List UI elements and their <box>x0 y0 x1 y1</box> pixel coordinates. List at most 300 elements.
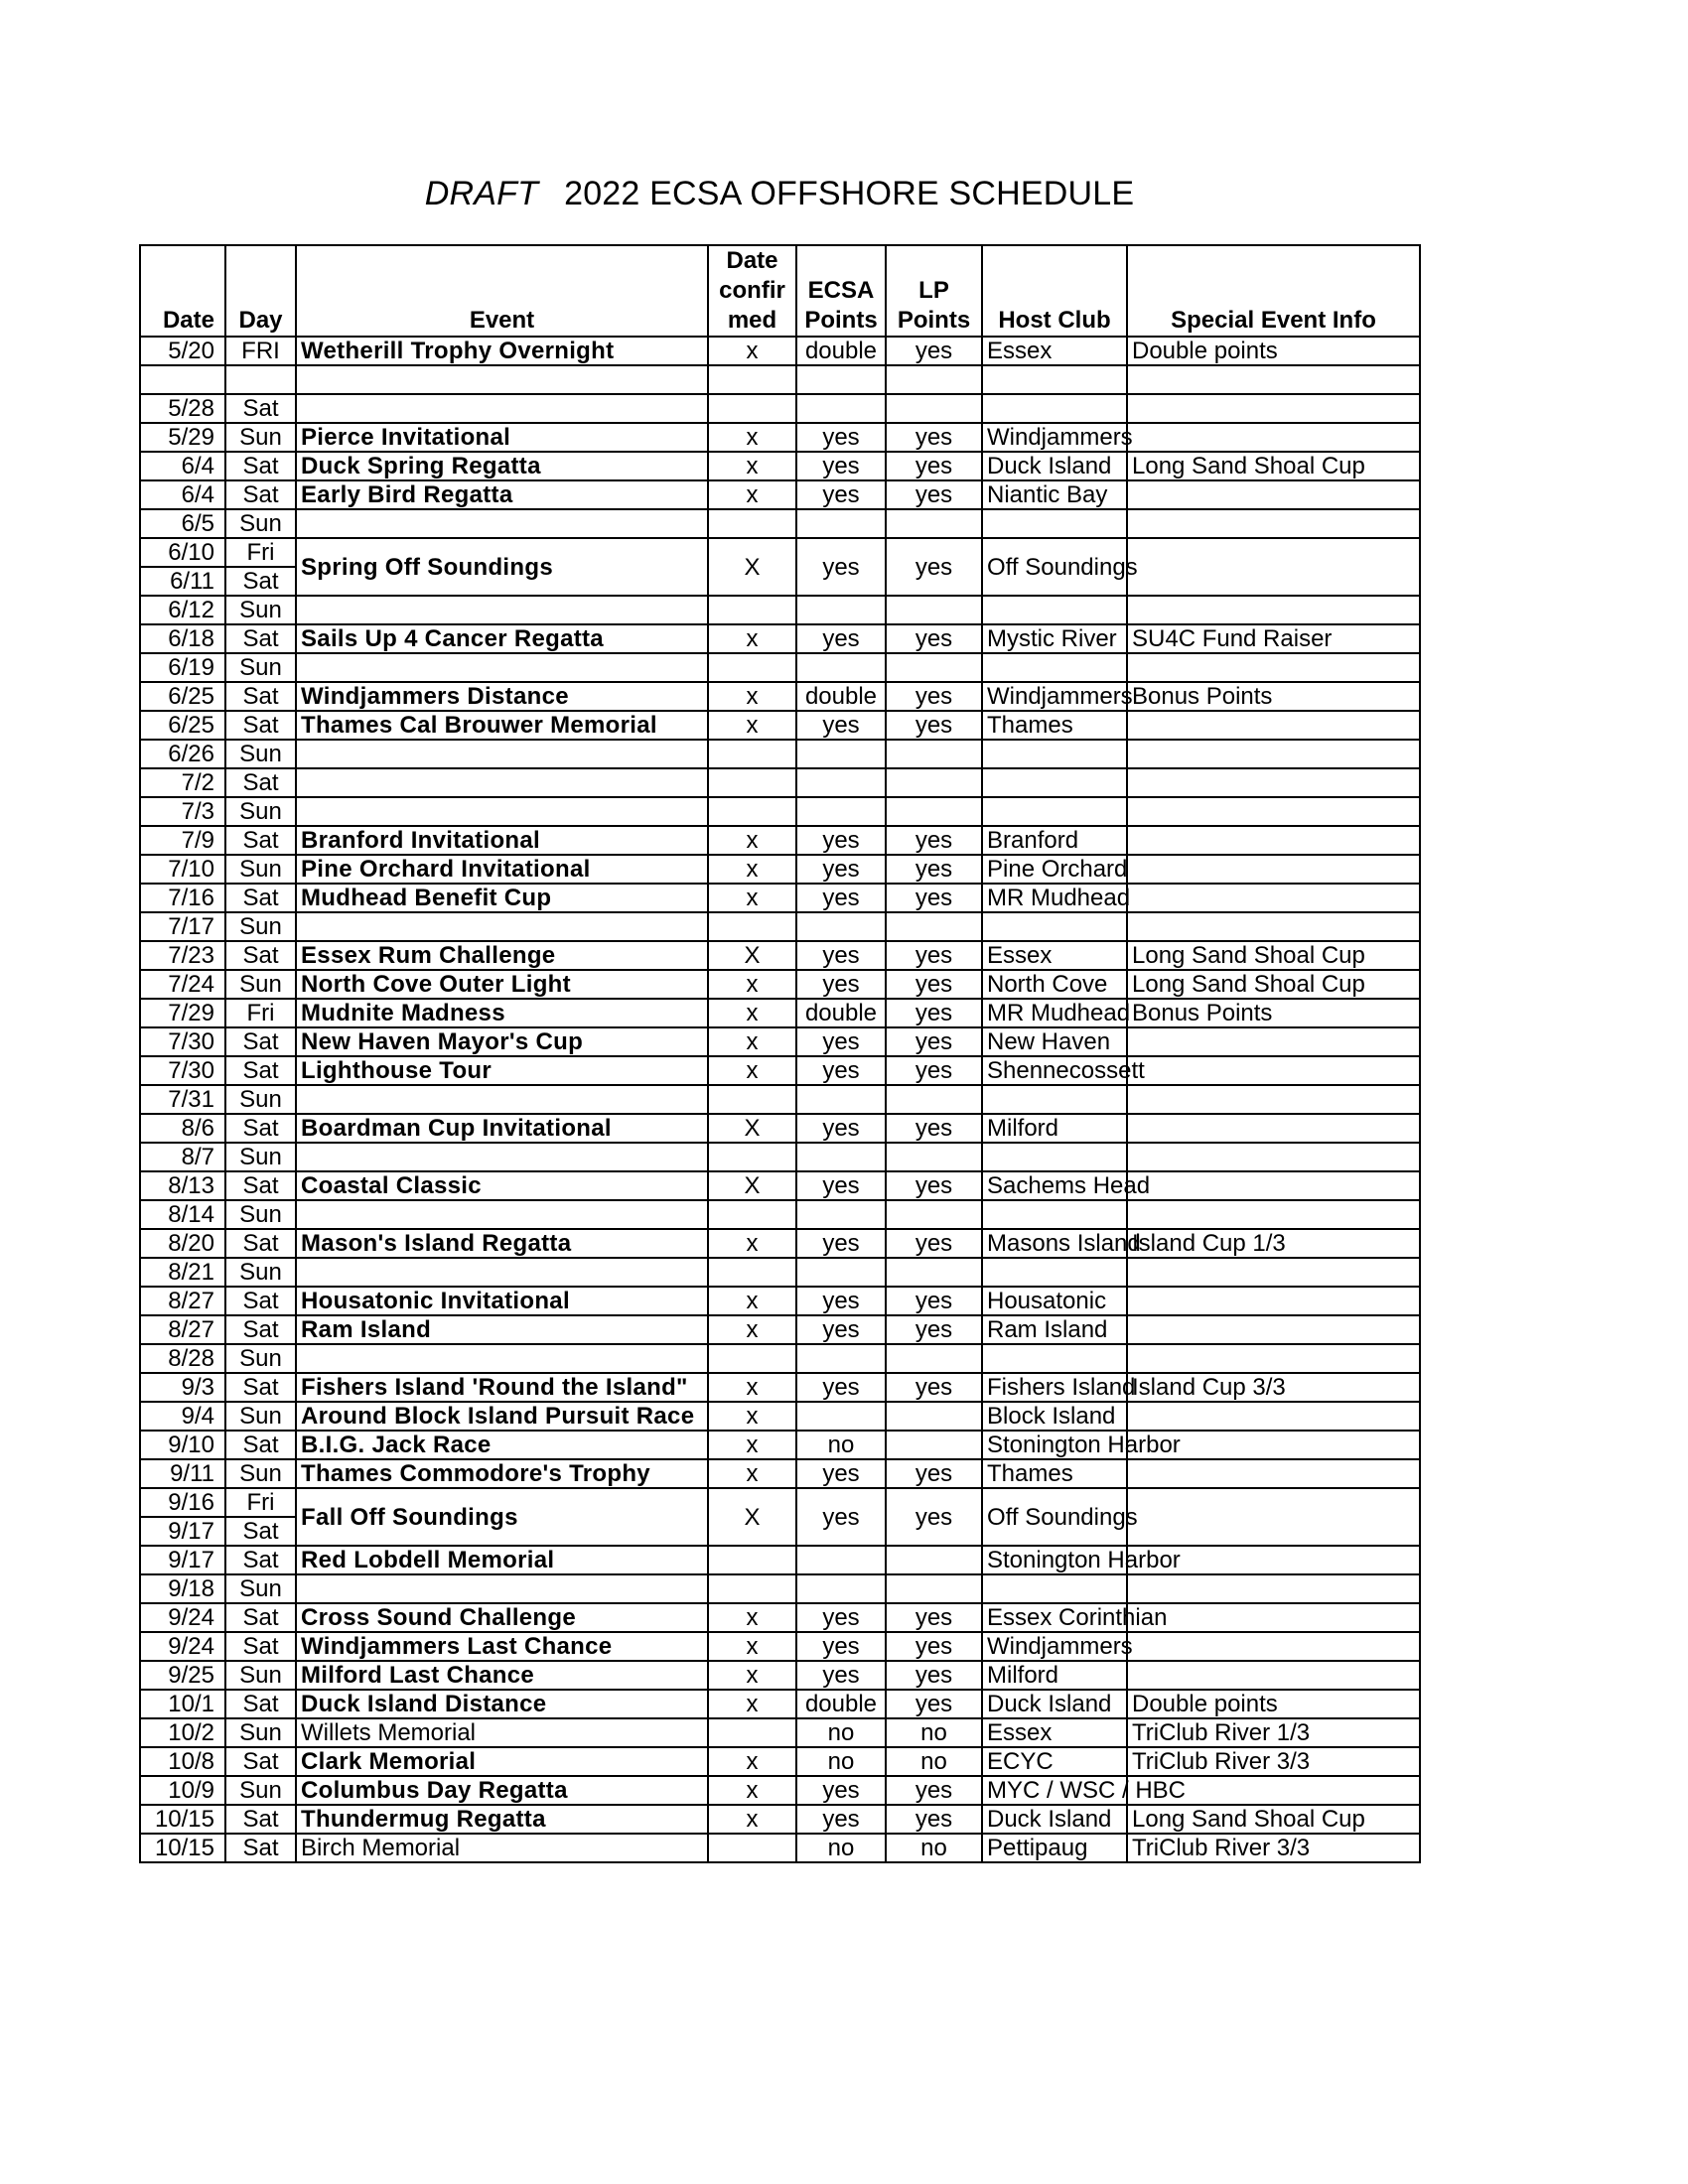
ecsa-points-cell <box>796 394 886 423</box>
ecsa-points-cell <box>796 1200 886 1229</box>
day-cell: Sat <box>225 1229 296 1258</box>
table-row <box>140 1632 1420 1661</box>
ecsa-points-cell: yes <box>796 826 886 855</box>
day-cell: Sat <box>225 394 296 423</box>
table-row <box>140 1287 1420 1315</box>
lp-points-cell <box>886 1574 982 1603</box>
special-event-info-cell: Double points <box>1127 1690 1420 1718</box>
event-cell <box>296 797 708 826</box>
day-cell: Sat <box>225 884 296 912</box>
special-event-info-cell: TriClub River 1/3 <box>1127 1718 1420 1747</box>
table-row <box>140 1431 1420 1459</box>
date-cell: 6/11 <box>140 567 225 596</box>
lp-points-cell: yes <box>886 1805 982 1834</box>
lp-points-cell <box>886 596 982 624</box>
event-cell: Around Block Island Pursuit Race <box>296 1402 708 1431</box>
host-club-cell <box>982 768 1127 797</box>
empty-cell <box>796 365 886 394</box>
table-row <box>140 1027 1420 1056</box>
date-cell: 8/27 <box>140 1315 225 1344</box>
day-cell: Sat <box>225 624 296 653</box>
day-cell: Sun <box>225 596 296 624</box>
host-club-cell: Housatonic <box>982 1287 1127 1315</box>
date-cell: 6/10 <box>140 538 225 567</box>
host-club-cell <box>982 1574 1127 1603</box>
lp-points-cell: yes <box>886 1114 982 1143</box>
host-club-cell: Stonington Harbor <box>982 1546 1127 1574</box>
event-cell: Spring Off Soundings <box>296 538 708 596</box>
lp-points-cell: yes <box>886 1287 982 1315</box>
host-club-cell: Essex <box>982 1718 1127 1747</box>
day-cell: Sun <box>225 740 296 768</box>
lp-points-cell <box>886 509 982 538</box>
ecsa-points-cell: no <box>796 1747 886 1776</box>
lp-points-cell <box>886 1402 982 1431</box>
date-confirmed-cell <box>708 394 796 423</box>
day-cell: Sat <box>225 1747 296 1776</box>
event-cell <box>296 740 708 768</box>
event-cell: Columbus Day Regatta <box>296 1776 708 1805</box>
date-confirmed-cell: X <box>708 1171 796 1200</box>
lp-points-cell: yes <box>886 1315 982 1344</box>
date-cell: 9/11 <box>140 1459 225 1488</box>
event-cell: Milford Last Chance <box>296 1661 708 1690</box>
table-row <box>140 941 1420 970</box>
table-row <box>140 1315 1420 1344</box>
host-club-cell: Essex Corinthian <box>982 1603 1127 1632</box>
date-cell: 10/15 <box>140 1834 225 1862</box>
day-cell: Fri <box>225 999 296 1027</box>
day-cell: Sun <box>225 1574 296 1603</box>
special-event-info-cell <box>1127 1459 1420 1488</box>
table-row <box>140 337 1420 365</box>
ecsa-points-cell: yes <box>796 538 886 596</box>
header-event: Event <box>296 245 708 337</box>
host-club-cell <box>982 740 1127 768</box>
table-row <box>140 394 1420 423</box>
ecsa-points-cell <box>796 1258 886 1287</box>
event-cell: Windjammers Distance <box>296 682 708 711</box>
header-confirmed-line-2: confir <box>719 277 785 304</box>
date-confirmed-cell: x <box>708 884 796 912</box>
host-club-cell: New Haven <box>982 1027 1127 1056</box>
header-lp-line-2: Points <box>897 307 971 334</box>
lp-points-cell: yes <box>886 711 982 740</box>
lp-points-cell <box>886 912 982 941</box>
special-event-info-cell <box>1127 1402 1420 1431</box>
day-cell: Sat <box>225 826 296 855</box>
lp-points-cell <box>886 394 982 423</box>
date-confirmed-cell: x <box>708 1776 796 1805</box>
table-row <box>140 1574 1420 1603</box>
ecsa-points-cell: double <box>796 999 886 1027</box>
host-club-cell: Block Island <box>982 1402 1127 1431</box>
ecsa-points-cell: no <box>796 1834 886 1862</box>
day-cell: Sun <box>225 1143 296 1171</box>
date-confirmed-cell: X <box>708 1114 796 1143</box>
date-confirmed-cell: x <box>708 452 796 480</box>
host-club-cell: Duck Island <box>982 452 1127 480</box>
table-row <box>140 768 1420 797</box>
lp-points-cell <box>886 1546 982 1574</box>
ecsa-points-cell: yes <box>796 1459 886 1488</box>
date-confirmed-cell: x <box>708 999 796 1027</box>
event-cell: Mason's Island Regatta <box>296 1229 708 1258</box>
event-cell: Essex Rum Challenge <box>296 941 708 970</box>
date-cell: 7/23 <box>140 941 225 970</box>
day-cell: Sat <box>225 1431 296 1459</box>
event-cell: B.I.G. Jack Race <box>296 1431 708 1459</box>
host-club-cell: Milford <box>982 1661 1127 1690</box>
table-row <box>140 797 1420 826</box>
lp-points-cell <box>886 1431 982 1459</box>
date-confirmed-cell <box>708 653 796 682</box>
host-club-cell: Essex <box>982 941 1127 970</box>
event-cell: Housatonic Invitational <box>296 1287 708 1315</box>
special-event-info-cell <box>1127 423 1420 452</box>
special-event-info-cell <box>1127 912 1420 941</box>
date-cell: 10/1 <box>140 1690 225 1718</box>
day-cell: Sat <box>225 1632 296 1661</box>
event-cell: Thundermug Regatta <box>296 1805 708 1834</box>
date-confirmed-cell: x <box>708 480 796 509</box>
day-cell: Sun <box>225 970 296 999</box>
day-cell: Sat <box>225 1114 296 1143</box>
schedule-title: 2022 ECSA OFFSHORE SCHEDULE <box>564 175 1135 212</box>
date-confirmed-cell: x <box>708 624 796 653</box>
event-cell: Red Lobdell Memorial <box>296 1546 708 1574</box>
day-cell: Sun <box>225 797 296 826</box>
event-cell: Ram Island <box>296 1315 708 1344</box>
table-row <box>140 1776 1420 1805</box>
date-confirmed-cell <box>708 912 796 941</box>
date-confirmed-cell <box>708 1143 796 1171</box>
host-club-cell <box>982 1258 1127 1287</box>
host-club-cell <box>982 509 1127 538</box>
lp-points-cell: yes <box>886 1661 982 1690</box>
date-confirmed-cell: x <box>708 337 796 365</box>
day-cell: Sat <box>225 711 296 740</box>
ecsa-points-cell: yes <box>796 1171 886 1200</box>
ecsa-points-cell <box>796 1574 886 1603</box>
special-event-info-cell <box>1127 1661 1420 1690</box>
table-row <box>140 1344 1420 1373</box>
date-confirmed-cell: x <box>708 1287 796 1315</box>
date-confirmed-cell: x <box>708 1632 796 1661</box>
schedule-body <box>140 337 1420 1862</box>
event-cell <box>296 1344 708 1373</box>
special-event-info-cell <box>1127 1200 1420 1229</box>
special-event-info-cell <box>1127 653 1420 682</box>
empty-cell <box>225 365 296 394</box>
ecsa-points-cell <box>796 509 886 538</box>
table-row <box>140 1546 1420 1574</box>
day-cell: Sat <box>225 1171 296 1200</box>
table-row <box>140 1603 1420 1632</box>
day-cell: Sat <box>225 1027 296 1056</box>
table-row <box>140 855 1420 884</box>
day-cell: Sat <box>225 1056 296 1085</box>
lp-points-cell <box>886 740 982 768</box>
date-cell: 6/19 <box>140 653 225 682</box>
ecsa-points-cell: yes <box>796 941 886 970</box>
special-event-info-cell <box>1127 1171 1420 1200</box>
day-cell: Sat <box>225 941 296 970</box>
table-row <box>140 682 1420 711</box>
table-row <box>140 1114 1420 1143</box>
ecsa-points-cell <box>796 1344 886 1373</box>
ecsa-points-cell: yes <box>796 1229 886 1258</box>
table-row <box>140 1834 1420 1862</box>
event-cell <box>296 1085 708 1114</box>
day-cell: Fri <box>225 1488 296 1517</box>
special-event-info-cell: Island Cup 3/3 <box>1127 1373 1420 1402</box>
header-ecsa-line-1: ECSA <box>807 277 875 304</box>
special-event-info-cell <box>1127 855 1420 884</box>
special-event-info-cell <box>1127 1143 1420 1171</box>
special-event-info-cell <box>1127 1488 1420 1546</box>
event-cell <box>296 1258 708 1287</box>
event-cell: Lighthouse Tour <box>296 1056 708 1085</box>
empty-cell <box>296 365 708 394</box>
date-confirmed-cell <box>708 1200 796 1229</box>
table-row <box>140 1229 1420 1258</box>
date-confirmed-cell: x <box>708 855 796 884</box>
host-club-cell <box>982 797 1127 826</box>
date-cell: 6/5 <box>140 509 225 538</box>
lp-points-cell <box>886 653 982 682</box>
date-cell: 6/4 <box>140 452 225 480</box>
day-cell: Sat <box>225 480 296 509</box>
date-confirmed-cell: x <box>708 1603 796 1632</box>
event-cell: Early Bird Regatta <box>296 480 708 509</box>
date-confirmed-cell <box>708 740 796 768</box>
date-cell: 7/31 <box>140 1085 225 1114</box>
lp-points-cell <box>886 1143 982 1171</box>
lp-points-cell: yes <box>886 423 982 452</box>
date-confirmed-cell <box>708 797 796 826</box>
host-club-cell: MR Mudhead <box>982 884 1127 912</box>
special-event-info-cell: Island Cup 1/3 <box>1127 1229 1420 1258</box>
ecsa-points-cell: yes <box>796 711 886 740</box>
special-event-info-cell: Long Sand Shoal Cup <box>1127 1805 1420 1834</box>
event-cell: Boardman Cup Invitational <box>296 1114 708 1143</box>
date-cell: 8/20 <box>140 1229 225 1258</box>
event-cell <box>296 1143 708 1171</box>
date-confirmed-cell: x <box>708 970 796 999</box>
ecsa-points-cell: double <box>796 337 886 365</box>
special-event-info-cell <box>1127 884 1420 912</box>
host-club-cell <box>982 912 1127 941</box>
event-cell: Duck Island Distance <box>296 1690 708 1718</box>
date-cell: 7/29 <box>140 999 225 1027</box>
day-cell: Sat <box>225 567 296 596</box>
host-club-cell: Branford <box>982 826 1127 855</box>
lp-points-cell: yes <box>886 480 982 509</box>
date-confirmed-cell: X <box>708 941 796 970</box>
special-event-info-cell <box>1127 1027 1420 1056</box>
ecsa-points-cell: yes <box>796 1488 886 1546</box>
header-special-event-info: Special Event Info <box>1127 245 1420 337</box>
special-event-info-cell <box>1127 538 1420 596</box>
table-row <box>140 1690 1420 1718</box>
table-row <box>140 653 1420 682</box>
ecsa-points-cell: double <box>796 682 886 711</box>
day-cell: Sat <box>225 1603 296 1632</box>
empty-cell <box>982 365 1127 394</box>
ecsa-points-cell: yes <box>796 1805 886 1834</box>
ecsa-points-cell: yes <box>796 1632 886 1661</box>
page-title <box>139 175 1420 213</box>
lp-points-cell: yes <box>886 1056 982 1085</box>
special-event-info-cell <box>1127 768 1420 797</box>
date-cell: 6/26 <box>140 740 225 768</box>
date-confirmed-cell: x <box>708 1315 796 1344</box>
header-confirmed-line-3: med <box>727 307 777 334</box>
event-cell: Fishers Island 'Round the Island" <box>296 1373 708 1402</box>
ecsa-points-cell <box>796 653 886 682</box>
date-cell: 8/14 <box>140 1200 225 1229</box>
date-confirmed-cell: X <box>708 1488 796 1546</box>
event-cell <box>296 1200 708 1229</box>
host-club-cell <box>982 1344 1127 1373</box>
lp-points-cell <box>886 768 982 797</box>
empty-cell <box>708 365 796 394</box>
date-cell: 8/13 <box>140 1171 225 1200</box>
ecsa-points-cell <box>796 797 886 826</box>
table-row <box>140 1373 1420 1402</box>
day-cell: Sat <box>225 452 296 480</box>
day-cell: Sun <box>225 855 296 884</box>
date-confirmed-cell: x <box>708 1661 796 1690</box>
date-cell: 9/18 <box>140 1574 225 1603</box>
date-confirmed-cell <box>708 1344 796 1373</box>
table-row <box>140 1488 1420 1517</box>
host-club-cell <box>982 1085 1127 1114</box>
host-club-cell: Windjammers <box>982 682 1127 711</box>
table-row <box>140 970 1420 999</box>
date-confirmed-cell: x <box>708 1459 796 1488</box>
day-cell: Sun <box>225 1200 296 1229</box>
event-cell: Duck Spring Regatta <box>296 452 708 480</box>
lp-points-cell: yes <box>886 538 982 596</box>
empty-cell <box>140 365 225 394</box>
date-cell: 10/9 <box>140 1776 225 1805</box>
lp-points-cell: yes <box>886 941 982 970</box>
date-cell: 9/24 <box>140 1632 225 1661</box>
lp-points-cell: yes <box>886 1690 982 1718</box>
day-cell: Sat <box>225 1287 296 1315</box>
day-cell: FRI <box>225 337 296 365</box>
day-cell: Sat <box>225 682 296 711</box>
table-row <box>140 1200 1420 1229</box>
special-event-info-cell: Bonus Points <box>1127 682 1420 711</box>
event-cell: Sails Up 4 Cancer Regatta <box>296 624 708 653</box>
day-cell: Sun <box>225 423 296 452</box>
special-event-info-cell <box>1127 1603 1420 1632</box>
event-cell: Thames Commodore's Trophy <box>296 1459 708 1488</box>
day-cell: Sat <box>225 1517 296 1546</box>
header-date-confirmed <box>708 245 796 337</box>
date-cell: 9/25 <box>140 1661 225 1690</box>
special-event-info-cell <box>1127 797 1420 826</box>
table-row <box>140 711 1420 740</box>
lp-points-cell: yes <box>886 682 982 711</box>
special-event-info-cell <box>1127 711 1420 740</box>
day-cell: Sun <box>225 1402 296 1431</box>
date-cell: 7/30 <box>140 1027 225 1056</box>
day-cell: Sun <box>225 1776 296 1805</box>
host-club-cell: Duck Island <box>982 1805 1127 1834</box>
table-row <box>140 1718 1420 1747</box>
event-cell: North Cove Outer Light <box>296 970 708 999</box>
event-cell <box>296 509 708 538</box>
special-event-info-cell <box>1127 1344 1420 1373</box>
date-confirmed-cell: x <box>708 1056 796 1085</box>
table-row <box>140 1805 1420 1834</box>
lp-points-cell: yes <box>886 1373 982 1402</box>
date-cell: 5/28 <box>140 394 225 423</box>
ecsa-points-cell: double <box>796 1690 886 1718</box>
lp-points-cell: yes <box>886 1776 982 1805</box>
date-cell: 6/4 <box>140 480 225 509</box>
date-cell: 8/28 <box>140 1344 225 1373</box>
special-event-info-cell: SU4C Fund Raiser <box>1127 624 1420 653</box>
special-event-info-cell <box>1127 1114 1420 1143</box>
host-club-cell: Pettipaug <box>982 1834 1127 1862</box>
day-cell: Sat <box>225 1546 296 1574</box>
host-club-cell: Duck Island <box>982 1690 1127 1718</box>
date-cell: 8/6 <box>140 1114 225 1143</box>
ecsa-points-cell: yes <box>796 1661 886 1690</box>
table-row <box>140 423 1420 452</box>
date-cell: 10/2 <box>140 1718 225 1747</box>
ecsa-points-cell: yes <box>796 1056 886 1085</box>
table-row <box>140 1143 1420 1171</box>
empty-cell <box>1127 365 1420 394</box>
date-confirmed-cell: x <box>708 1690 796 1718</box>
date-confirmed-cell <box>708 1258 796 1287</box>
date-cell: 7/3 <box>140 797 225 826</box>
lp-points-cell: yes <box>886 624 982 653</box>
host-club-cell: Ram Island <box>982 1315 1127 1344</box>
special-event-info-cell <box>1127 509 1420 538</box>
ecsa-points-cell: yes <box>796 1027 886 1056</box>
event-cell: Willets Memorial <box>296 1718 708 1747</box>
special-event-info-cell: Long Sand Shoal Cup <box>1127 970 1420 999</box>
event-cell: Thames Cal Brouwer Memorial <box>296 711 708 740</box>
special-event-info-cell <box>1127 1085 1420 1114</box>
date-cell: 8/27 <box>140 1287 225 1315</box>
host-club-cell <box>982 1200 1127 1229</box>
date-cell: 6/18 <box>140 624 225 653</box>
date-confirmed-cell: x <box>708 423 796 452</box>
date-cell: 6/25 <box>140 711 225 740</box>
ecsa-points-cell: yes <box>796 624 886 653</box>
day-cell: Sun <box>225 1661 296 1690</box>
date-confirmed-cell <box>708 1834 796 1862</box>
host-club-cell: MR Mudhead <box>982 999 1127 1027</box>
event-cell: Pine Orchard Invitational <box>296 855 708 884</box>
day-cell: Sun <box>225 1459 296 1488</box>
table-row <box>140 480 1420 509</box>
host-club-cell: Shennecossett <box>982 1056 1127 1085</box>
date-cell: 7/17 <box>140 912 225 941</box>
table-row <box>140 1258 1420 1287</box>
day-cell: Sat <box>225 1834 296 1862</box>
special-event-info-cell: Double points <box>1127 337 1420 365</box>
lp-points-cell: yes <box>886 1632 982 1661</box>
